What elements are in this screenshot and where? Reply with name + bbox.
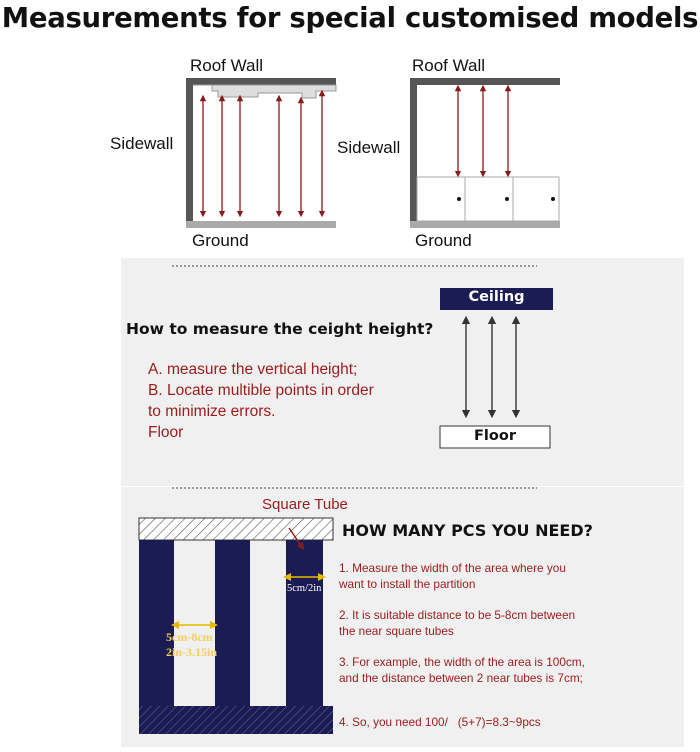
square-tube <box>286 540 323 706</box>
tubes-step: 1. Measure the width of the area where you want to install the partition <box>339 561 566 591</box>
left-roof-wall <box>186 78 336 85</box>
cabinet-knob <box>457 197 461 201</box>
floor-label: Floor <box>474 428 516 444</box>
right-sidewall-label: Sidewall <box>337 138 401 157</box>
square-tube <box>215 540 250 706</box>
cabinet-knob <box>505 197 509 201</box>
right-ground-label: Ground <box>415 231 472 250</box>
tubes-step: 2. It is suitable distance to be 5-8cm between the near square tubes <box>339 608 576 638</box>
left-roof-wall-label: Roof Wall <box>190 56 264 75</box>
tubes-question: HOW MANY PCS YOU NEED? <box>342 521 593 540</box>
measure-step: to minimize errors. <box>148 403 276 420</box>
gap-label-cm: 5cm-8cm <box>166 630 213 644</box>
top-rail <box>139 518 333 540</box>
right-roof-wall-label: Roof Wall <box>412 56 486 75</box>
ceiling-floor-diagram <box>440 288 553 448</box>
gap-label-in: 2in-3.15in <box>166 645 218 659</box>
measure-step: B. Locate multible points in order <box>148 382 374 399</box>
ceiling-label: Ceiling <box>468 289 525 305</box>
left-sidewall <box>186 78 193 228</box>
square-tube <box>139 540 174 706</box>
right-ground <box>410 221 560 228</box>
left-room-diagram <box>186 78 336 228</box>
page-title: Measurements for special customised models <box>1 2 699 34</box>
left-ground <box>186 221 336 228</box>
left-ground-label: Ground <box>192 231 249 250</box>
measure-question: How to measure the ceight height? <box>126 320 434 338</box>
bottom-rail <box>139 706 333 734</box>
cabinet <box>417 177 559 221</box>
right-sidewall <box>410 78 417 228</box>
left-sidewall-label: Sidewall <box>110 134 174 153</box>
tubes-step: 3. For example, the width of the area is 100cm, and the distance between 2 near tubes is 7cm; <box>339 655 585 685</box>
tube-width-label: 5cm/2in <box>287 583 322 594</box>
measure-step: Floor <box>148 424 184 441</box>
right-room-diagram <box>410 78 560 228</box>
tubes-step: 4. So, you need 100/ (5+7)=8.3~9pcs <box>339 715 541 729</box>
square-tube-label: Square Tube <box>262 496 348 513</box>
left-ceiling-irregular <box>193 85 336 98</box>
measure-step: A. measure the vertical height; <box>148 361 358 378</box>
cabinet-knob <box>551 197 555 201</box>
tube-diagram <box>139 518 333 734</box>
right-roof-wall <box>410 78 560 85</box>
